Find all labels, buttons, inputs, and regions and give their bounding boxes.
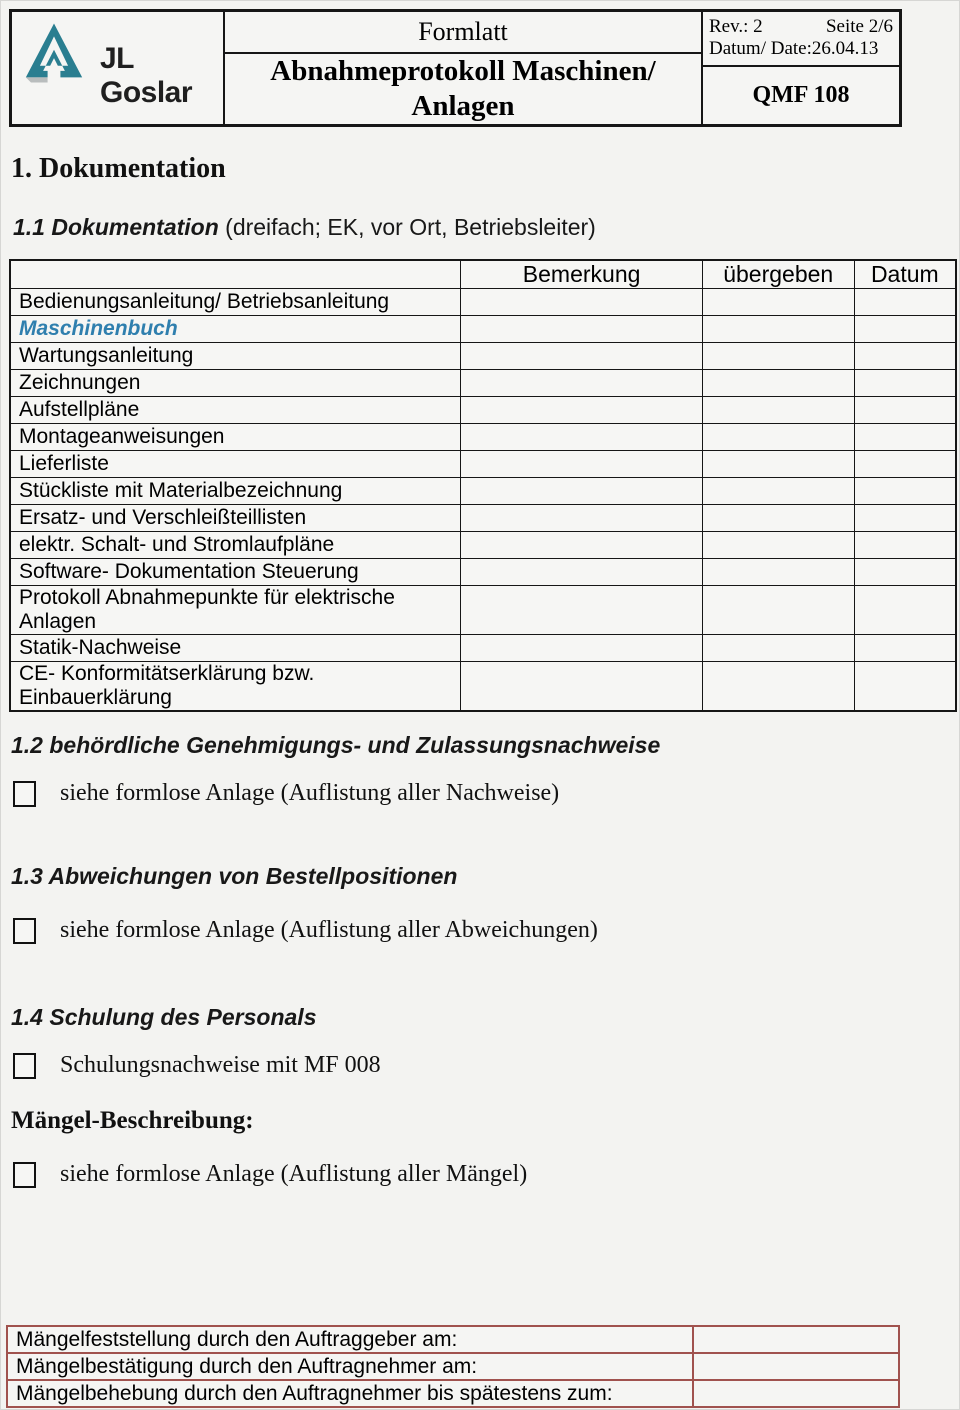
doc-table-header-empty	[10, 260, 461, 289]
bemerkung-cell	[461, 532, 702, 559]
doc-table-item-label: Maschinenbuch	[10, 316, 461, 343]
datum-cell	[854, 343, 956, 370]
doc-number: QMF 108	[752, 82, 850, 108]
bemerkung-cell	[461, 289, 702, 316]
uebergeben-cell	[702, 343, 854, 370]
maengel-date-label: Mängelbestätigung durch den Auftragnehmer am:	[7, 1353, 693, 1380]
bemerkung-cell	[461, 586, 702, 635]
bemerkung-cell	[461, 478, 702, 505]
datum-cell	[854, 635, 956, 662]
doc-table-row	[10, 397, 956, 424]
form-type-label: Formlatt	[225, 12, 701, 54]
uebergeben-cell	[702, 635, 854, 662]
logo-cell	[12, 12, 225, 124]
maengel-date-value-cell	[693, 1380, 899, 1407]
datum-cell	[854, 397, 956, 424]
maengel-dates-table	[6, 1325, 900, 1408]
checkbox-row-maengel	[13, 1161, 527, 1188]
nachweise-checkbox[interactable]	[13, 781, 36, 807]
bemerkung-cell	[461, 397, 702, 424]
documentation-table	[9, 259, 957, 712]
bemerkung-cell	[461, 451, 702, 478]
doc-table-header-row	[10, 260, 956, 289]
doc-table-row	[10, 586, 956, 635]
schulung-checkbox[interactable]	[13, 1053, 36, 1079]
bemerkung-cell	[461, 635, 702, 662]
section-1-2-title: 1.2 behördliche Genehmigungs- und Zulassungsnachweise	[11, 732, 661, 758]
maengel-date-label: Mängelfeststellung durch den Auftraggeber am:	[7, 1326, 693, 1353]
maengel-date-label: Mängelbehebung durch den Auftragnehmer bis spätestens zum:	[7, 1380, 693, 1407]
checkbox-row-abweichungen	[13, 917, 598, 944]
abweichungen-checkbox-label: siehe formlose Anlage (Auflistung aller Abweichungen)	[60, 917, 598, 943]
doc-table-row	[10, 370, 956, 397]
uebergeben-cell	[702, 451, 854, 478]
title-cell	[225, 12, 703, 124]
doc-table-row	[10, 559, 956, 586]
maengel-date-row	[7, 1326, 899, 1353]
doc-table-item-label: Software- Dokumentation Steuerung	[10, 559, 461, 586]
doc-table-header-datum: Datum	[854, 260, 956, 289]
doc-table-item-label: Montageanweisungen	[10, 424, 461, 451]
datum-cell	[854, 451, 956, 478]
date-label: Datum/ Date:26.04.13	[709, 38, 879, 59]
datum-cell	[854, 586, 956, 635]
bemerkung-cell	[461, 316, 702, 343]
jl-goslar-logo-icon	[22, 20, 86, 86]
nachweise-checkbox-label: siehe formlose Anlage (Auflistung aller Nachweise)	[60, 780, 560, 806]
uebergeben-cell	[702, 478, 854, 505]
datum-cell	[854, 316, 956, 343]
maengel-checkbox[interactable]	[13, 1162, 36, 1188]
datum-cell	[854, 532, 956, 559]
doc-table-item-label: Lieferliste	[10, 451, 461, 478]
doc-table-header-bemerkung: Bemerkung	[461, 260, 702, 289]
doc-table-row	[10, 424, 956, 451]
datum-cell	[854, 289, 956, 316]
datum-cell	[854, 478, 956, 505]
section-1-title: 1. Dokumentation	[11, 153, 226, 184]
uebergeben-cell	[702, 289, 854, 316]
doc-table-item-label: Wartungsanleitung	[10, 343, 461, 370]
doc-table-row	[10, 316, 956, 343]
bemerkung-cell	[461, 343, 702, 370]
section-1-1-title	[13, 214, 596, 241]
document-title-line1: Abnahmeprotokoll Maschinen/	[270, 55, 656, 88]
datum-cell	[854, 505, 956, 532]
doc-table-item-label: Statik-Nachweise	[10, 635, 461, 662]
doc-table-item-label: elektr. Schalt- und Stromlaufpläne	[10, 532, 461, 559]
doc-table-item-label: Stückliste mit Materialbezeichnung	[10, 478, 461, 505]
checkbox-row-nachweise	[13, 780, 559, 807]
uebergeben-cell	[702, 532, 854, 559]
revision-label: Rev.: 2	[709, 16, 763, 37]
logo-text: JL Goslar	[100, 42, 193, 109]
doc-table-row	[10, 662, 956, 712]
bemerkung-cell	[461, 424, 702, 451]
doc-table-row	[10, 505, 956, 532]
bemerkung-cell	[461, 505, 702, 532]
doc-table-item-label: Zeichnungen	[10, 370, 461, 397]
bemerkung-cell	[461, 662, 702, 712]
section-1-1-note: (dreifach; EK, vor Ort, Betriebsleiter)	[218, 214, 596, 240]
uebergeben-cell	[702, 662, 854, 712]
doc-table-row	[10, 635, 956, 662]
section-1-4-title: 1.4 Schulung des Personals	[11, 1004, 317, 1030]
datum-cell	[854, 424, 956, 451]
uebergeben-cell	[702, 559, 854, 586]
uebergeben-cell	[702, 505, 854, 532]
info-cell	[703, 12, 899, 124]
doc-table-item-label: Bedienungsanleitung/ Betriebsanleitung	[10, 289, 461, 316]
doc-table-row	[10, 532, 956, 559]
uebergeben-cell	[702, 424, 854, 451]
page-number: Seite 2/6	[825, 16, 893, 37]
document-title	[225, 54, 701, 124]
uebergeben-cell	[702, 370, 854, 397]
bemerkung-cell	[461, 559, 702, 586]
datum-cell	[854, 370, 956, 397]
doc-table-row	[10, 343, 956, 370]
doc-table-row	[10, 289, 956, 316]
doc-table-header-uebergeben: übergeben	[702, 260, 854, 289]
uebergeben-cell	[702, 586, 854, 635]
form-header	[9, 9, 902, 127]
datum-cell	[854, 662, 956, 712]
maengel-date-row	[7, 1380, 899, 1407]
uebergeben-cell	[702, 397, 854, 424]
schulung-checkbox-label: Schulungsnachweise mit MF 008	[60, 1052, 381, 1078]
doc-table-row	[10, 478, 956, 505]
maengel-date-value-cell	[693, 1353, 899, 1380]
abweichungen-checkbox[interactable]	[13, 918, 36, 944]
datum-cell	[854, 559, 956, 586]
maengel-date-value-cell	[693, 1326, 899, 1353]
doc-table-item-label: Ersatz- und Verschleißteillisten	[10, 505, 461, 532]
doc-table-row	[10, 451, 956, 478]
section-1-3-title: 1.3 Abweichungen von Bestellpositionen	[11, 863, 458, 889]
section-1-1-number: 1.1 Dokumentation	[13, 214, 219, 240]
doc-table-item-label: CE- Konformitätserklärung bzw. Einbauerklärung	[10, 662, 461, 712]
doc-table-item-label: Aufstellpläne	[10, 397, 461, 424]
maengel-heading: Mängel-Beschreibung:	[11, 1107, 254, 1134]
bemerkung-cell	[461, 370, 702, 397]
uebergeben-cell	[702, 316, 854, 343]
revision-block	[703, 12, 899, 67]
document-title-line2: Anlagen	[411, 90, 515, 123]
checkbox-row-schulung	[13, 1052, 381, 1079]
maengel-date-row	[7, 1353, 899, 1380]
maengel-checkbox-label: siehe formlose Anlage (Auflistung aller Mängel)	[60, 1161, 528, 1187]
doc-table-item-label: Protokoll Abnahmepunkte für elektrische Anlagen	[10, 586, 461, 635]
